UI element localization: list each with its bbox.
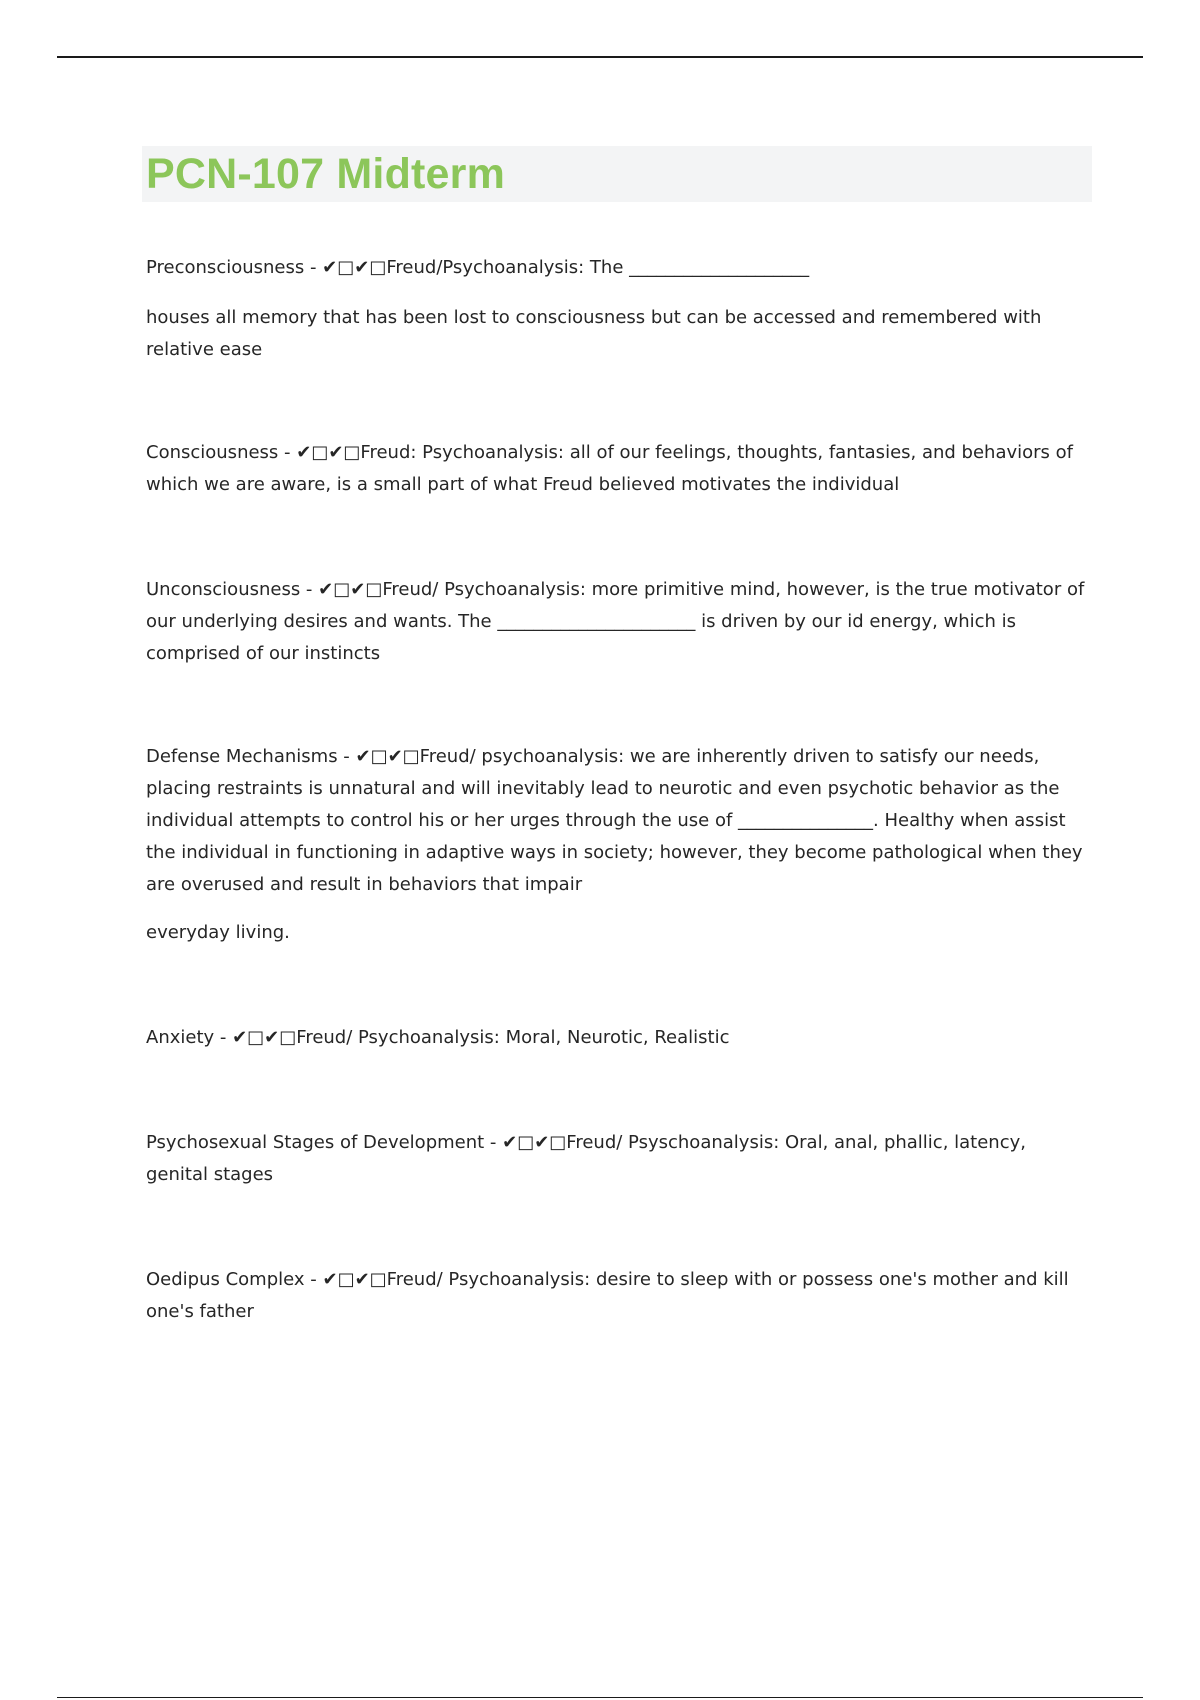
footer-rule xyxy=(57,1697,1143,1698)
page-title: PCN-107 Midterm xyxy=(146,150,506,198)
entry-psychosexual-stages: Psychosexual Stages of Development - ✔□✔□Freud/ Psyschoanalysis: Oral, anal, phallic, latency, genital stages xyxy=(146,1132,1026,1185)
title-banner xyxy=(142,146,1092,202)
entry-oedipus-complex: Oedipus Complex - ✔□✔□Freud/ Psychoanalysis: desire to sleep with or possess one's mother and kill one's father xyxy=(146,1269,1069,1322)
entry-consciousness: Consciousness - ✔□✔□Freud: Psychoanalysis: all of our feelings, thoughts, fantasies, and behaviors of which we are aware, is a small part of what Freud believed motivates the individual xyxy=(146,442,1073,495)
entry-anxiety: Anxiety - ✔□✔□Freud/ Psychoanalysis: Moral, Neurotic, Realistic xyxy=(146,1027,730,1048)
entry-defense-mechanisms: Defense Mechanisms - ✔□✔□Freud/ psychoanalysis: we are inherently driven to satisfy our needs, placing restraints is unnatural and will inevitably lead to neurotic and even psychotic behavior as the individual attempts to control his or her urges through the use of _______________. Healthy when assist the individual in functioning in adaptive ways in society; however, they become pathological when they are overused and result in behaviors that impair xyxy=(146,746,1083,895)
entry-defense-mechanisms-continuation: everyday living. xyxy=(146,922,290,943)
entry-unconsciousness: Unconsciousness - ✔□✔□Freud/ Psychoanalysis: more primitive mind, however, is the true motivator of our underlying desires and wants. The ______________________ is driven by our id energy, which is comprised of our instincts xyxy=(146,579,1085,664)
header-rule xyxy=(57,56,1143,58)
entry-preconsciousness: Preconsciousness - ✔□✔□Freud/Psychoanalysis: The ____________________ xyxy=(146,257,810,278)
entry-preconsciousness-continuation: houses all memory that has been lost to consciousness but can be accessed and remembered with relative ease xyxy=(146,307,1042,360)
